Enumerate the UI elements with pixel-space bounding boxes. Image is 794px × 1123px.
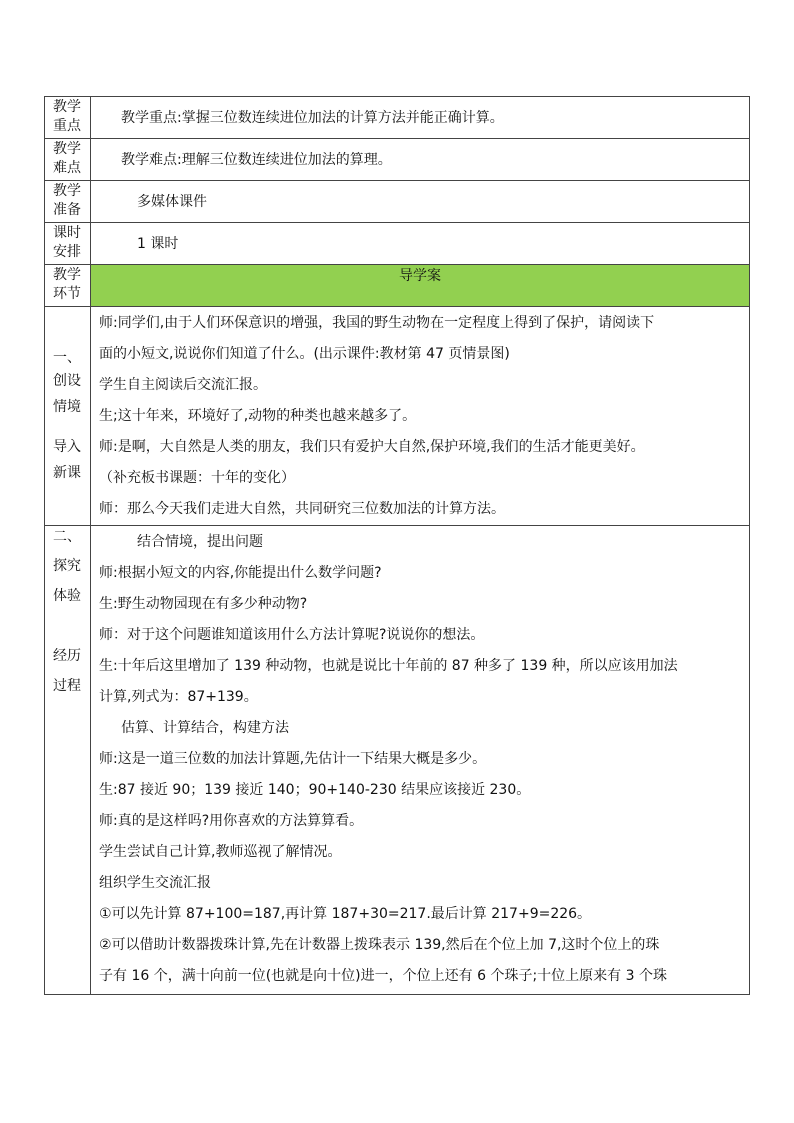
label-line: 教学 bbox=[53, 99, 81, 115]
row-teaching-stage bbox=[45, 265, 750, 307]
section-2-label-4: 过程 bbox=[53, 678, 81, 694]
s1-line: 学生自主阅读后交流汇报。 bbox=[99, 377, 267, 393]
preparation-text: 多媒体课件 bbox=[137, 193, 207, 210]
s1-line: 师：那么今天我们走进大自然，共同研究三位数加法的计算方法。 bbox=[99, 501, 505, 517]
s2-line: 生:十年后这里增加了 139 种动物，也就是说比十年前的 87 种多了 139 种，所以应该用加法 bbox=[99, 658, 678, 674]
section-1-label bbox=[45, 307, 91, 526]
label-line: 难点 bbox=[53, 160, 81, 176]
section-1-label-0: 一、 bbox=[53, 349, 81, 366]
section-2-label bbox=[45, 526, 91, 995]
guide-header-cell bbox=[91, 265, 750, 307]
s2-line: 师：对于这个问题谁知道该用什么方法计算呢?说说你的想法。 bbox=[99, 627, 485, 643]
section-2-label-1: 探究 bbox=[53, 558, 81, 574]
label-key-points bbox=[45, 97, 91, 139]
label-schedule bbox=[45, 223, 91, 265]
s2-line: 师:真的是这样吗?用你喜欢的方法算算看。 bbox=[99, 813, 364, 829]
label-preparation bbox=[45, 181, 91, 223]
s2-line: 生:野生动物园现在有多少种动物? bbox=[99, 596, 308, 612]
section-2-content bbox=[91, 526, 750, 995]
s1-line: 师:同学们,由于人们环保意识的增强，我国的野生动物在一定程度上得到了保护，请阅读下 bbox=[99, 315, 655, 331]
s1-line: （补充板书课题：十年的变化） bbox=[99, 470, 295, 486]
label-line: 教学 bbox=[53, 183, 81, 199]
section-2-label-2: 体验 bbox=[53, 588, 81, 604]
label-line: 准备 bbox=[53, 202, 81, 218]
label-line: 教学 bbox=[53, 141, 81, 157]
preparation-cell bbox=[91, 181, 750, 223]
row-key-points bbox=[45, 97, 750, 139]
section-1-label-4: 新课 bbox=[53, 464, 81, 481]
label-line: 课时 bbox=[53, 225, 81, 241]
lesson-plan-table bbox=[44, 96, 750, 995]
s2-line: 计算,列式为：87+139。 bbox=[99, 689, 258, 705]
section-2-label-0: 二、 bbox=[53, 529, 81, 545]
s2-line: ①可以先计算 87+100=187,再计算 187+30=217.最后计算 217+9=226。 bbox=[99, 906, 592, 922]
s2-line: 师:根据小短文的内容,你能提出什么数学问题? bbox=[99, 565, 382, 581]
difficulty-cell bbox=[91, 139, 750, 181]
label-teaching-stage bbox=[45, 265, 91, 307]
label-line: 环节 bbox=[53, 286, 81, 302]
s1-line: 师:是啊，大自然是人类的朋友，我们只有爱护大自然,保护环境,我们的生活才能更美好。 bbox=[99, 439, 645, 455]
row-section-1 bbox=[45, 307, 750, 526]
row-difficulty bbox=[45, 139, 750, 181]
schedule-text: 1 课时 bbox=[137, 235, 179, 252]
section-1-label-2: 情境 bbox=[53, 398, 81, 415]
s1-line: 生;这十年来，环境好了,动物的种类也越来越多了。 bbox=[99, 408, 417, 424]
schedule-cell bbox=[91, 223, 750, 265]
guide-header-text: 导学案 bbox=[399, 268, 441, 284]
s2-line: 估算、计算结合，构建方法 bbox=[121, 720, 289, 736]
s2-line: 师:这是一道三位数的加法计算题,先估计一下结果大概是多少。 bbox=[99, 751, 487, 767]
s2-line: ②可以借助计数器拨珠计算,先在计数器上拨珠表示 139,然后在个位上加 7,这时个位上的珠 bbox=[99, 937, 660, 953]
label-line: 教学 bbox=[53, 267, 81, 283]
label-line: 重点 bbox=[53, 118, 81, 134]
s2-line: 组织学生交流汇报 bbox=[99, 875, 211, 891]
label-difficulty bbox=[45, 139, 91, 181]
s2-line: 生:87 接近 90；139 接近 140；90+140-230 结果应该接近 230。 bbox=[99, 782, 531, 798]
s1-line: 面的小短文,说说你们知道了什么。(出示课件:教材第 47 页情景图) bbox=[99, 346, 510, 362]
key-points-cell bbox=[91, 97, 750, 139]
s2-line: 子有 16 个，满十向前一位(也就是向十位)进一，个位上还有 6 个珠子;十位上原来有 3 个珠 bbox=[99, 968, 667, 984]
row-preparation bbox=[45, 181, 750, 223]
section-2-label-3: 经历 bbox=[53, 648, 81, 664]
key-points-text: 教学重点:掌握三位数连续进位加法的计算方法并能正确计算。 bbox=[121, 109, 504, 126]
s2-line: 结合情境，提出问题 bbox=[137, 534, 263, 550]
section-1-label-1: 创设 bbox=[53, 372, 81, 389]
section-1-content bbox=[91, 307, 750, 526]
row-section-2 bbox=[45, 526, 750, 995]
row-schedule bbox=[45, 223, 750, 265]
section-1-label-3: 导入 bbox=[53, 438, 81, 455]
difficulty-text: 教学难点:理解三位数连续进位加法的算理。 bbox=[121, 151, 392, 168]
s2-line: 学生尝试自己计算,教师巡视了解情况。 bbox=[99, 844, 342, 860]
label-line: 安排 bbox=[53, 244, 81, 260]
